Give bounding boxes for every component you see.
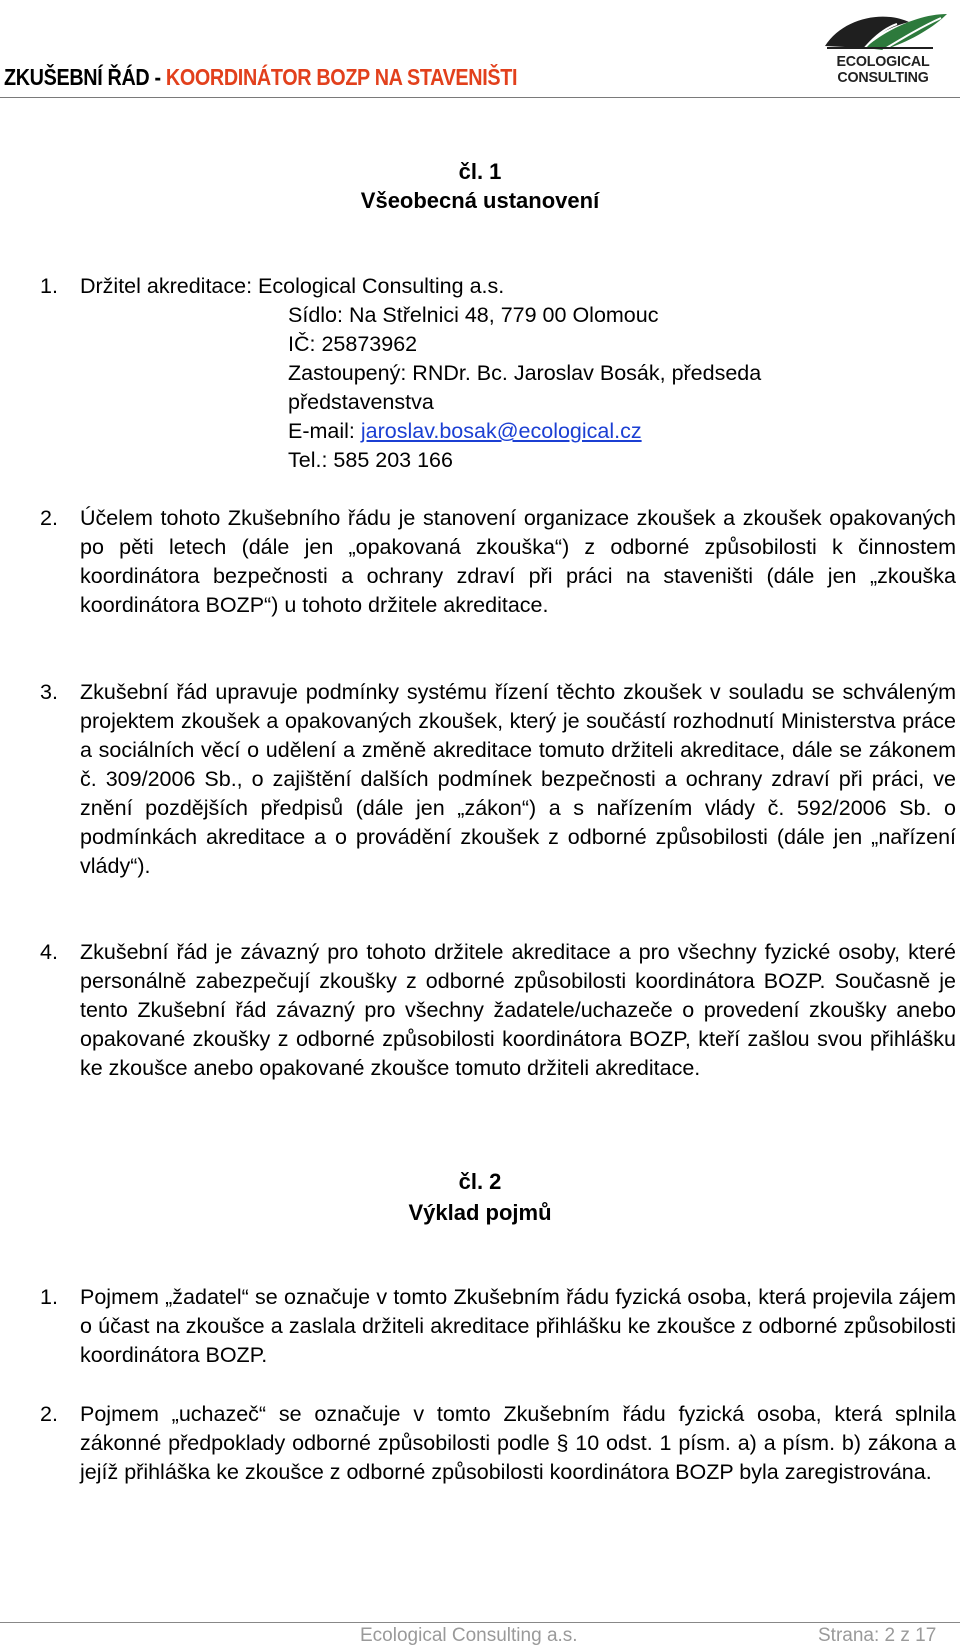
holder-email: [288, 417, 642, 446]
document-title-prefix: ZKUŠEBNÍ ŘÁD -: [4, 64, 166, 90]
holder-label: Držitel akreditace: Ecological Consulting a.s.: [80, 274, 505, 298]
article-2-number: čl. 2: [458, 1169, 502, 1194]
item-number: 2.: [40, 1402, 58, 1426]
item-number: 2.: [40, 506, 58, 530]
footer-company: Ecological Consulting a.s.: [360, 1625, 578, 1646]
holder-representative-cont: představenstva: [288, 390, 434, 414]
email-link[interactable]: jaroslav.bosak@ecological.cz: [360, 419, 642, 443]
holder-ico: IČ: 25873962: [288, 332, 418, 356]
page-header: [0, 0, 960, 100]
email-label: E-mail:: [288, 419, 361, 443]
page-indicator: Strana: 2 z 17: [818, 1625, 937, 1646]
item-number: 4.: [40, 940, 58, 964]
article-1-number: čl. 1: [458, 159, 502, 184]
item-text: Pojmem „uchazeč“ se označuje v tomto Zkušebním řádu fyzická osoba, která splnila zákonné předpoklady odborné způsobilosti podle § 10 odst. 1 písm. a) a písm. b) zákona a jejíž přihláška ke zkoušce z odborné způsobilosti koordinátora BOZP byla zaregistrována.: [80, 1402, 956, 1484]
item-number: 3.: [40, 680, 58, 704]
logo-wordmark-line1: ECOLOGICAL: [836, 53, 930, 70]
butterfly-icon: [813, 8, 953, 56]
article-1-title: Všeobecná ustanovení: [360, 188, 600, 213]
item-text: Účelem tohoto Zkušebního řádu je stanovení organizace zkoušek a zkoušek opakovaných po pěti letech (dále jen „opakovaná zkouška“) z odborné způsobilosti k činnostem koordinátora bezpečnosti a ochrany zdraví při práci na staveništi (dále jen „zkouška koordinátora BOZP“) u tohoto držitele akreditace.: [80, 506, 956, 617]
article-2-title: Výklad pojmů: [408, 1200, 552, 1225]
item-text: Zkušební řád je závazný pro tohoto držitele akreditace a pro všechny fyzické osoby, které personálně zabezpečují zkoušky z odborné způsobilosti koordinátora BOZP. Současně je tento Zkušební řád závazný pro všechny žadatele/uchazeče o provedení zkoušky anebo opakované zkoušky z odborné způsobilosti koordinátora BOZP, kteří zašlou svou přihlášku ke zkoušce anebo opakované zkoušce tomuto držiteli akreditace.: [80, 940, 956, 1080]
item-number: 1.: [40, 1285, 58, 1309]
footer-divider: [0, 1622, 960, 1623]
item-number: 1.: [40, 274, 58, 298]
logo-wordmark-line2: CONSULTING: [837, 69, 929, 86]
holder-seat: Sídlo: Na Střelnici 48, 779 00 Olomouc: [288, 303, 659, 327]
document-title: [4, 64, 517, 91]
holder-phone: Tel.: 585 203 166: [288, 448, 453, 472]
holder-representative: Zastoupený: RNDr. Bc. Jaroslav Bosák, předseda: [288, 361, 762, 385]
header-divider: [0, 97, 960, 98]
item-text: Zkušební řád upravuje podmínky systému řízení těchto zkoušek v souladu se schváleným projektem zkoušek a opakovaných zkoušek, který je součástí rozhodnutí Ministerstva práce a sociálních věcí o udělení a změně akreditace tomuto držiteli akreditace, dále se zákonem č. 309/2006 Sb., o zajištění dalších podmínek bezpečnosti a ochrany zdraví při práci, ve znění pozdějších předpisů (dále jen „zákon“) a s nařízením vlády č. 592/2006 Sb. o podmínkách akreditace a o provádění zkoušek z odborné způsobilosti (dále jen „nařízení vlády“).: [80, 680, 956, 878]
ecological-consulting-logo: [813, 8, 953, 92]
document-title-subject: KOORDINÁTOR BOZP NA STAVENIŠTI: [165, 64, 518, 90]
item-text: Pojmem „žadatel“ se označuje v tomto Zkušebním řádu fyzická osoba, která projevila zájem o účast na zkoušce a zaslala držiteli akreditace přihlášku ke zkoušce z odborné způsobilosti koordinátora BOZP.: [80, 1285, 956, 1367]
